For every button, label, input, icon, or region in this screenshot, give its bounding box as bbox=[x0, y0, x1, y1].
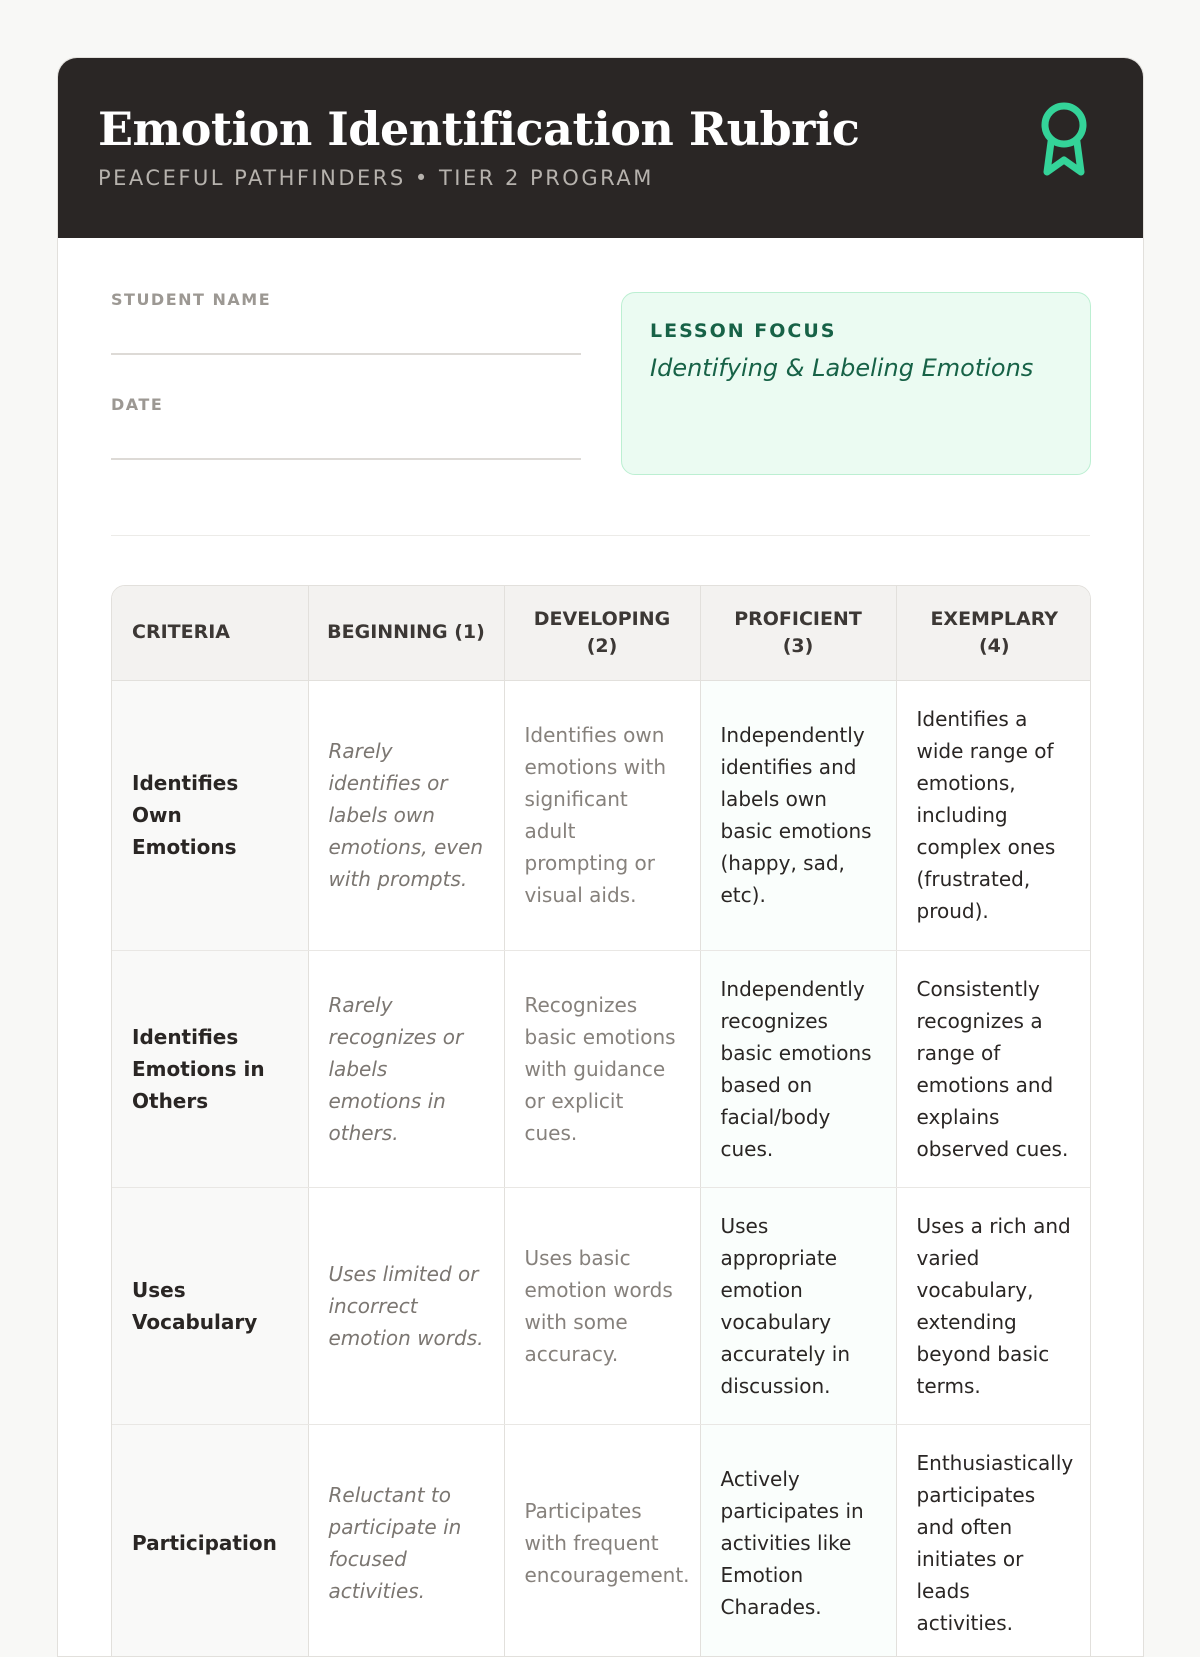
exemplary-cell: Consistently recognizes a range of emotions and explains observed cues. bbox=[896, 950, 1091, 1187]
table-row bbox=[112, 1424, 1091, 1657]
student-name-label: STUDENT NAME bbox=[111, 290, 272, 309]
proficient-cell: Independently recognizes basic emotions based on facial/body cues. bbox=[700, 950, 896, 1187]
table-row bbox=[112, 680, 1091, 950]
column-header: BEGINNING (1) bbox=[308, 586, 504, 680]
program-subtitle: PEACEFUL PATHFINDERS • TIER 2 PROGRAM bbox=[98, 166, 654, 190]
lesson-focus-label: LESSON FOCUS bbox=[650, 320, 837, 342]
criteria-cell: Identifies Emotions in Others bbox=[112, 950, 308, 1187]
date-input[interactable] bbox=[111, 458, 581, 460]
column-header: PROFICIENT (3) bbox=[700, 586, 896, 680]
criteria-cell: Participation bbox=[112, 1424, 308, 1657]
header bbox=[58, 58, 1143, 238]
developing-cell: Uses basic emotion words with some accuracy. bbox=[504, 1187, 700, 1424]
exemplary-cell: Uses a rich and varied vocabulary, extending beyond basic terms. bbox=[896, 1187, 1091, 1424]
proficient-cell: Independently identifies and labels own basic emotions (happy, sad, etc). bbox=[700, 680, 896, 950]
info-section bbox=[111, 238, 1090, 536]
table-header-row bbox=[112, 586, 1091, 680]
student-name-field[interactable] bbox=[111, 290, 581, 355]
lesson-focus-box bbox=[621, 292, 1091, 475]
date-label: DATE bbox=[111, 395, 164, 414]
proficient-cell: Uses appropriate emotion vocabulary accurately in discussion. bbox=[700, 1187, 896, 1424]
criteria-cell: Uses Vocabulary bbox=[112, 1187, 308, 1424]
table-row bbox=[112, 950, 1091, 1187]
rubric-card bbox=[57, 57, 1144, 1657]
rubric-table bbox=[112, 586, 1091, 1657]
developing-cell: Recognizes basic emotions with guidance or explicit cues. bbox=[504, 950, 700, 1187]
award-ribbon-icon bbox=[1039, 100, 1089, 176]
column-header: CRITERIA bbox=[112, 586, 308, 680]
page-title: Emotion Identification Rubric bbox=[98, 102, 860, 156]
proficient-cell: Actively participates in activities like Emotion Charades. bbox=[700, 1424, 896, 1657]
developing-cell: Participates with frequent encouragement. bbox=[504, 1424, 700, 1657]
date-field[interactable] bbox=[111, 395, 581, 460]
exemplary-cell: Enthusiastically participates and often initiates or leads activities. bbox=[896, 1424, 1091, 1657]
column-header: DEVELOPING (2) bbox=[504, 586, 700, 680]
beginning-cell: Uses limited or incorrect emotion words. bbox=[308, 1187, 504, 1424]
rubric-table-wrapper bbox=[111, 585, 1091, 1657]
beginning-cell: Rarely identifies or labels own emotions, even with prompts. bbox=[308, 680, 504, 950]
lesson-focus-value: Identifying & Labeling Emotions bbox=[650, 354, 1034, 382]
developing-cell: Identifies own emotions with significant adult prompting or visual aids. bbox=[504, 680, 700, 950]
beginning-cell: Rarely recognizes or labels emotions in others. bbox=[308, 950, 504, 1187]
table-row bbox=[112, 1187, 1091, 1424]
student-name-input[interactable] bbox=[111, 353, 581, 355]
criteria-cell: Identifies Own Emotions bbox=[112, 680, 308, 950]
exemplary-cell: Identifies a wide range of emotions, including complex ones (frustrated, proud). bbox=[896, 680, 1091, 950]
beginning-cell: Reluctant to participate in focused activities. bbox=[308, 1424, 504, 1657]
column-header: EXEMPLARY (4) bbox=[896, 586, 1091, 680]
